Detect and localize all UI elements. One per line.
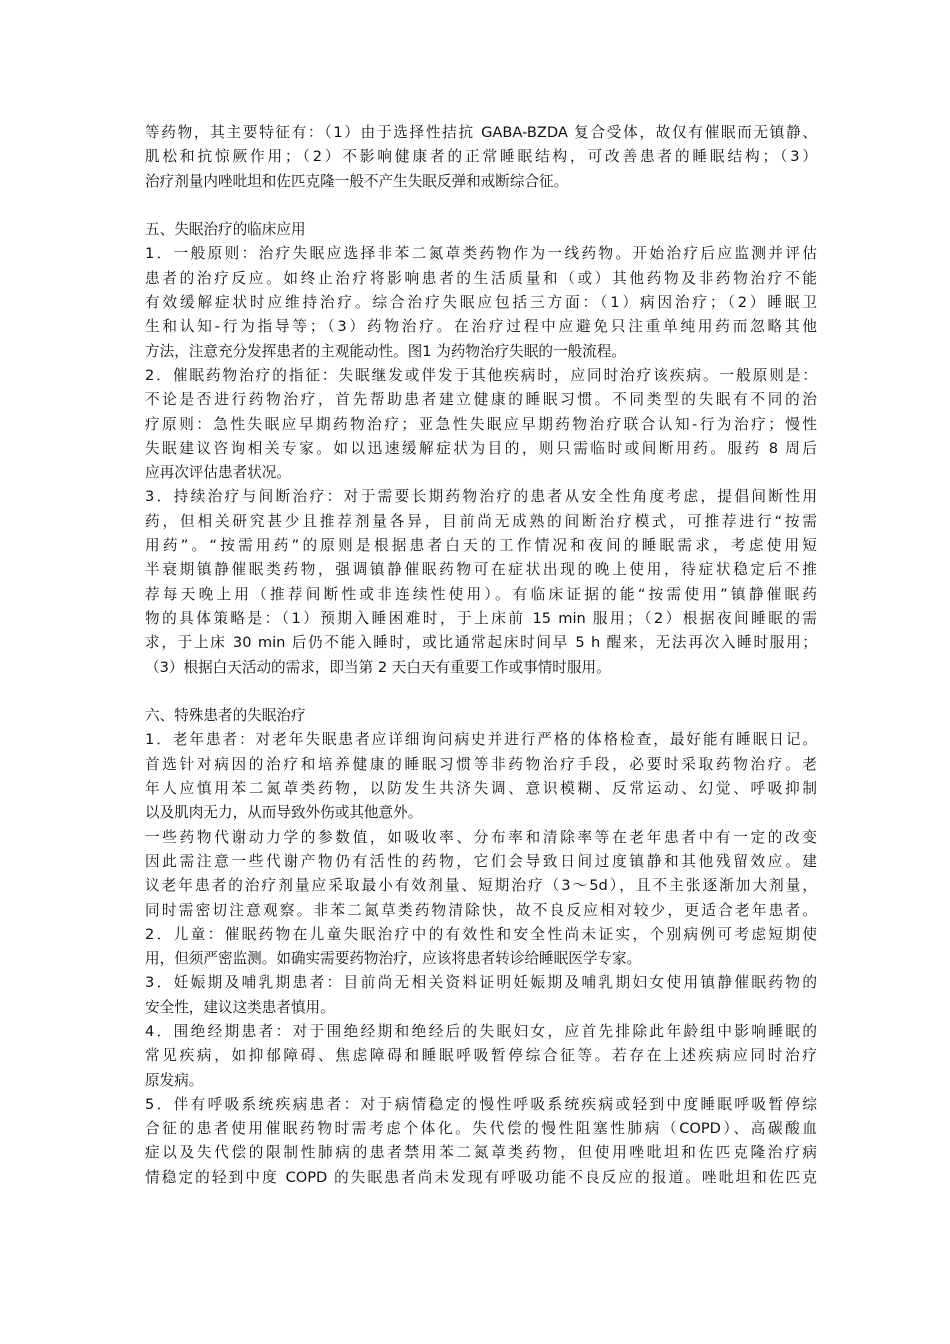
section-five-body <box>145 242 817 679</box>
text-line: 荐每天晚上用（推荐间断性或非连续性使用）。有临床证据的能“按需使用”镇静催眠药 <box>145 585 817 603</box>
text-line: 物的具体策略是：（1）预期入睡困难时，于上床前 15 min 服用；（2）根据夜间睡眠的需 <box>145 609 817 627</box>
section-six-body <box>145 728 817 1190</box>
text-line: 首选针对病因的治疗和培养健康的睡眠习惯等非药物治疗手段，必要时采取药物治疗。老 <box>145 755 817 773</box>
text-line: 情稳定的轻到中度 COPD 的失眠患者尚未发现有呼吸功能不良反应的报道。唑吡坦和佐匹克 <box>145 1168 817 1186</box>
text-line: 同时需密切注意观察。非苯二氮草类药物清除快，故不良反应相对较少，更适合老年患者。 <box>145 901 817 919</box>
text-line: 用药”。“按需用药”的原则是根据患者白天的工作情况和夜间的睡眠需求，考虑使用短 <box>145 537 817 555</box>
text-line: 有效缓解症状时应维持治疗。综合治疗失眠应包括三方面：（1）病因治疗；（2）睡眠卫 <box>145 294 817 312</box>
text-line: 因此需注意一些代谢产物仍有活性的药物，它们会导致日间过度镇静和其他残留效应。建 <box>145 852 817 870</box>
text-line: 应再次评估患者状况。 <box>145 464 291 482</box>
section-heading: 五、失眠治疗的临床应用 <box>145 221 306 239</box>
paragraph-gap <box>145 194 817 218</box>
text-line: 安全性，建议这类患者慎用。 <box>145 998 335 1016</box>
text-line: 5．伴有呼吸系统疾病患者：对于病情稳定的慢性呼吸系统疾病或轻到中度睡眠呼吸暂停综 <box>145 1095 817 1113</box>
text-line: 半衰期镇静催眠类药物，强调镇静催眠药物可在症状出现的晚上使用，待症状稳定后不推 <box>145 561 817 579</box>
text-line: 用，但须严密监测。如确实需要药物治疗，应该将患者转诊给睡眠医学专家。 <box>145 950 642 968</box>
text-line: （3）根据白天活动的需求，即当第 2 天白天有重要工作或事情时服用。 <box>145 658 611 676</box>
text-line: 治疗剂量内唑吡坦和佐匹克隆一般不产生失眠反弹和戒断综合征。 <box>145 172 569 190</box>
text-line: 求，于上床 30 min 后仍不能入睡时，或比通常起床时间早 5 h 醒来，无法再次入睡时服用； <box>145 634 817 652</box>
text-line: 以及肌肉无力，从而导致外伤或其他意外。 <box>145 804 423 822</box>
paragraph-gap <box>145 680 817 704</box>
text-line: 一些药物代谢动力学的参数值，如吸收率、分布率和清除率等在老年患者中有一定的改变 <box>145 828 817 846</box>
text-line: 方法，注意充分发挥患者的主观能动性。图1 为药物治疗失眠的一般流程。 <box>145 342 626 360</box>
intro-paragraph <box>145 121 817 194</box>
text-line: 常见疾病，如抑郁障碍、焦虑障碍和睡眠呼吸暂停综合征等。若存在上述疾病应同时治疗 <box>145 1047 817 1065</box>
text-line: 4．围绝经期患者：对于围绝经期和绝经后的失眠妇女，应首先排除此年龄组中影响睡眠的 <box>145 1022 817 1040</box>
text-line: 失眠建议咨询相关专家。如以迅速缓解症状为目的，则只需临时或间断用药。服药 8 周后 <box>145 439 817 457</box>
text-line: 不论是否进行药物治疗，首先帮助患者建立健康的睡眠习惯。不同类型的失眠有不同的治 <box>145 391 817 409</box>
section-five <box>145 218 817 680</box>
text-line: 1．老年患者：对老年失眠患者应详细询问病史并进行严格的体格检查，最好能有睡眠日记。 <box>145 731 817 749</box>
text-line: 患者的治疗反应。如终止治疗将影响患者的生活质量和（或）其他药物及非药物治疗不能 <box>145 269 817 287</box>
text-line: 等药物，其主要特征有：（1）由于选择性拮抗 GABA-BZDA 复合受体，故仅有催眠而无镇静、 <box>145 124 817 141</box>
text-line: 肌松和抗惊厥作用；（2）不影响健康者的正常睡眠结构，可改善患者的睡眠结构；（3） <box>145 148 817 166</box>
text-line: 年人应慎用苯二氮䓬类药物，以防发生共济失调、意识模糊、反常运动、幻觉、呼吸抑制 <box>145 780 817 798</box>
text-line: 2．儿童：催眠药物在儿童失眠治疗中的有效性和安全性尚未证实，个别病例可考虑短期使 <box>145 925 817 943</box>
text-line: 3．持续治疗与间断治疗：对于需要长期药物治疗的患者从安全性角度考虑，提倡间断性用 <box>145 488 817 506</box>
text-line: 2．催眠药物治疗的指征：失眠继发或伴发于其他疾病时，应同时治疗该疾病。一般原则是： <box>145 366 817 384</box>
text-line: 合征的患者使用催眠药物时需考虑个体化。失代偿的慢性阻塞性肺病（COPD）、高碳酸血 <box>145 1120 817 1138</box>
text-line: 议老年患者的治疗剂量应采取最小有效剂量、短期治疗（3～5d），且不主张逐渐加大剂量， <box>145 877 817 895</box>
text-line: 疗原则：急性失眠应早期药物治疗；亚急性失眠应早期药物治疗联合认知-行为治疗；慢性 <box>145 415 817 433</box>
text-line: 3．妊娠期及哺乳期患者：目前尚无相关资料证明妊娠期及哺乳期妇女使用镇静催眠药物的 <box>145 974 817 992</box>
section-heading: 六、特殊患者的失眠治疗 <box>145 707 306 725</box>
text-line: 症以及失代偿的限制性肺病的患者禁用苯二氮䓬类药物，但使用唑吡坦和佐匹克隆治疗病 <box>145 1144 817 1162</box>
document-body <box>145 121 817 1190</box>
text-line: 1．一般原则：治疗失眠应选择非苯二氮䓬类药物作为一线药物。开始治疗后应监测并评估 <box>145 245 817 263</box>
text-line: 原发病。 <box>145 1071 204 1089</box>
section-six <box>145 704 817 1190</box>
text-line: 生和认知-行为指导等；（3）药物治疗。在治疗过程中应避免只注重单纯用药而忽略其他 <box>145 318 817 336</box>
text-line: 药，但相关研究甚少且推荐剂量各异，目前尚无成熟的间断治疗模式，可推荐进行“按需 <box>145 512 817 530</box>
